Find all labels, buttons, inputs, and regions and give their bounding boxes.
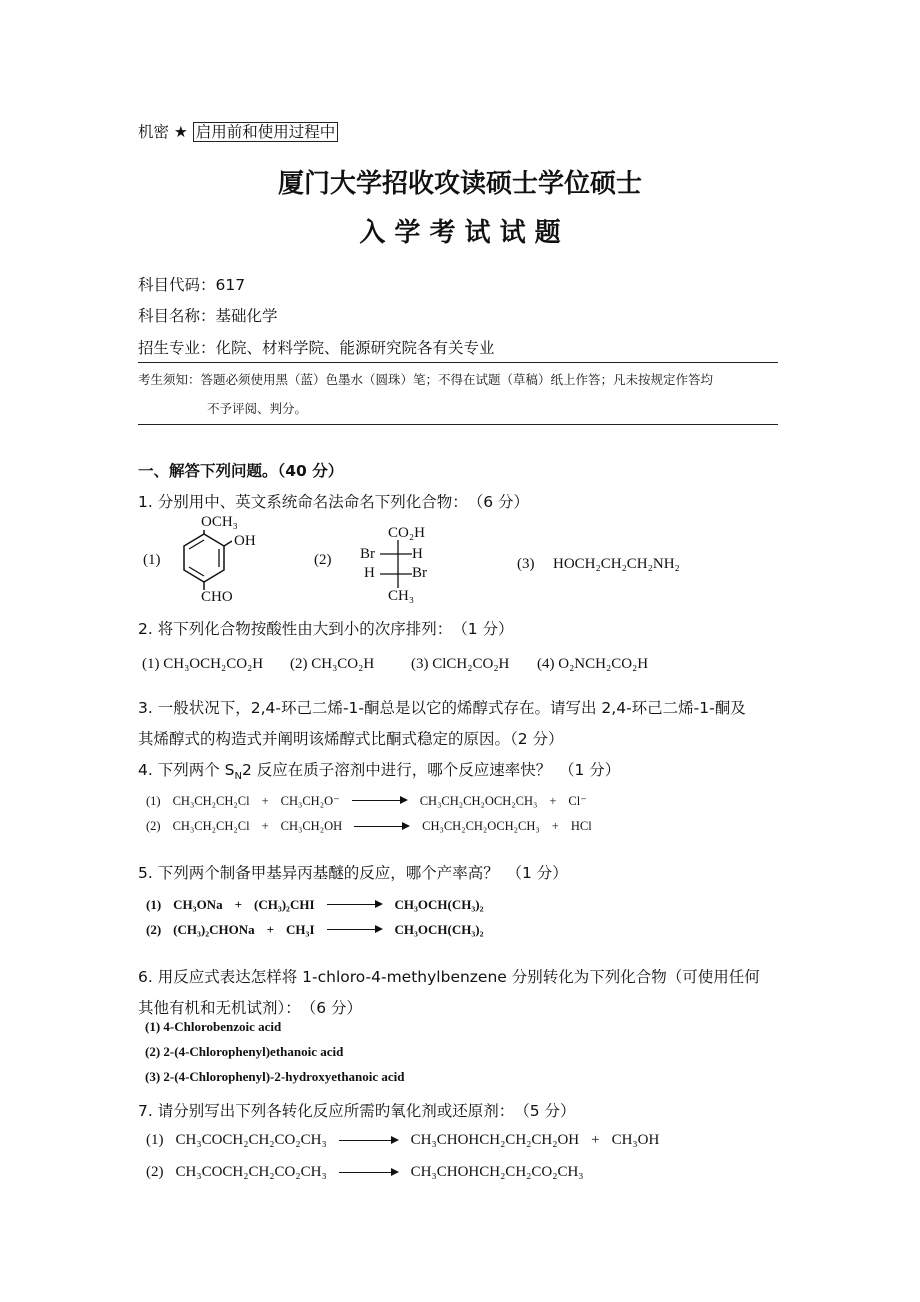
- q4-r1-d: Cl⁻: [568, 794, 587, 808]
- question-5: 5. 下列两个制备甲基异丙基醚的反应，哪个产率高？ （1 分）: [138, 864, 568, 882]
- q4-pre: 4. 下列两个 S: [138, 761, 235, 779]
- q7-reaction-2: [146, 1164, 596, 1181]
- benzene-ring: [176, 530, 232, 592]
- q2-item-1: (1) CH₃OCH₂CO₂H: [142, 656, 264, 672]
- q1-h-right: H: [412, 546, 423, 562]
- section-heading: 一、解答下列问题。（40 分）: [138, 462, 344, 480]
- question-6-line2: 其他有机和无机试剂）： （6 分）: [138, 999, 363, 1017]
- reaction-arrow: [327, 925, 383, 935]
- q4-r1-b: CH₃CH₂O⁻: [280, 794, 340, 808]
- question-6-line1: 6. 用反应式表达怎样将 1-chloro-4-methylbenzene 分别转化为下列化合物（可使用任何: [138, 968, 760, 986]
- question-3-line2: 其烯醇式的构造式并阐明该烯醇式比酮式稳定的原因。（2 分）: [138, 730, 564, 748]
- q5-r1-label: (1): [146, 897, 162, 912]
- q1-compound-3: HOCH₂CH₂CH₂NH₂: [553, 556, 680, 572]
- question-4: [138, 758, 620, 782]
- notice-line1: 考生须知：答题必须使用黑（蓝）色墨水（圆珠）笔；不得在试题（草稿）纸上作答；凡未按规定作答均: [138, 372, 714, 387]
- q2-item-3: (3) ClCH₂CO₂H: [411, 656, 510, 672]
- question-3-line1: 3. 一般状况下，2,4-环己二烯-1-酮总是以它的烯醇式存在。请写出 2,4-环己二烯-1-酮及: [138, 699, 746, 717]
- q4-r2-c: CH₃CH₂CH₂OCH₂CH₃: [422, 819, 540, 833]
- reaction-arrow: [339, 1168, 399, 1178]
- q7-r1-d: CH₃OH: [611, 1132, 660, 1148]
- q5-reaction-1: [146, 897, 495, 913]
- q4-r2-a: CH₃CH₂CH₂Cl: [172, 819, 250, 833]
- q4-r1-label: (1): [146, 793, 161, 808]
- question-7: 7. 请分别写出下列各转化反应所需旳氧化剂或还原剂： （5 分）: [138, 1102, 576, 1120]
- q2-item-4: (4) O₂NCH₂CO₂H: [537, 656, 649, 672]
- q5-r2-b: CH₃I: [286, 922, 315, 937]
- divider-bottom: [138, 424, 778, 425]
- q7-r1-a: CH₃COCH₂CH₂CO₂CH₃: [175, 1132, 327, 1148]
- q7-r1-c: CH₃CHOHCH₂CH₂CH₂OH: [410, 1132, 580, 1148]
- q7-r2-label: (2): [146, 1164, 164, 1180]
- secret-label: 机密 ★: [138, 123, 188, 141]
- question-1: 1. 分别用中、英文系统命名法命名下列化合物： （6 分）: [138, 493, 530, 511]
- q4-r2-plus2: +: [551, 819, 559, 833]
- q5-r2-a: (CH₃)₂CHONa: [173, 922, 255, 937]
- q5-r2-c: CH₃OCH(CH₃)₂: [394, 922, 484, 937]
- q5-r1-b: (CH₃)₂CHI: [254, 897, 315, 912]
- q5-r1-plus: +: [234, 897, 242, 912]
- q2-item-2: (2) CH₃CO₂H: [290, 656, 375, 672]
- divider-top: [138, 362, 778, 363]
- q7-r2-a: CH₃COCH₂CH₂CO₂CH₃: [175, 1164, 327, 1180]
- q1-label-3: (3): [517, 556, 535, 572]
- q4-r2-label: (2): [146, 819, 161, 833]
- q4-r1-a: CH₃CH₂CH₂Cl: [172, 793, 250, 808]
- q7-r2-c: CH₃CHOHCH₂CH₂CO₂CH₃: [410, 1164, 584, 1180]
- q1-h-left: H: [364, 565, 375, 581]
- q4-r1-plus2: +: [549, 793, 557, 808]
- page-subtitle: 入 学 考 试 试 题: [359, 218, 561, 248]
- q1-och3: OCH₃: [201, 514, 238, 530]
- q5-reaction-2: [146, 922, 495, 938]
- secret-box: 启用前和使用过程中: [193, 122, 339, 142]
- q4-reaction-2: [146, 819, 604, 834]
- page-title: 厦门大学招收攻读硕士学位硕士: [277, 169, 642, 199]
- subject-code: 科目代码：617: [138, 276, 246, 294]
- q1-br-left: Br: [360, 546, 375, 562]
- q7-r1-label: (1): [146, 1132, 164, 1148]
- q6-item-1: (1) 4-Chlorobenzoic acid: [145, 1019, 282, 1034]
- q5-r1-a: CH₃ONa: [173, 897, 223, 912]
- header-secret: [138, 120, 338, 142]
- reaction-arrow: [339, 1136, 399, 1146]
- question-2: 2. 将下列化合物按酸性由大到小的次序排列： （1 分）: [138, 620, 514, 638]
- q4-reaction-1: [146, 793, 599, 809]
- q4-r2-d: HCl: [570, 819, 592, 833]
- q4-r2-plus1: +: [261, 819, 269, 833]
- q4-r1-plus1: +: [261, 793, 269, 808]
- q5-r2-plus: +: [266, 922, 275, 937]
- q1-co2h: CO₂H: [388, 525, 425, 541]
- q1-br-right: Br: [412, 565, 427, 581]
- reaction-arrow: [354, 822, 410, 832]
- reaction-arrow: [352, 796, 408, 806]
- q1-label-1: (1): [143, 552, 161, 568]
- q1-oh: OH: [234, 533, 256, 549]
- q6-item-3: (3) 2-(4-Chlorophenyl)-2-hydroxyethanoic acid: [145, 1069, 405, 1084]
- q5-r2-label: (2): [146, 922, 162, 937]
- q1-ch3: CH₃: [388, 588, 415, 604]
- q4-r2-b: CH₃CH₂OH: [280, 819, 343, 833]
- q4-post: 2 反应在质子溶剂中进行，哪个反应速率快？ （1 分）: [241, 761, 621, 779]
- subject-majors: 招生专业：化院、材料学院、能源研究院各有关专业: [138, 339, 495, 357]
- q4-r1-c: CH₃CH₂CH₂OCH₂CH₃: [419, 793, 538, 808]
- notice-line2: 不予评阅、判分。: [207, 401, 308, 416]
- q4-sub: N: [234, 771, 242, 783]
- q1-label-2: (2): [314, 552, 332, 568]
- q5-r1-c: CH₃OCH(CH₃)₂: [394, 897, 484, 912]
- q7-r1-plus: +: [591, 1132, 600, 1148]
- q1-cho: CHO: [201, 589, 233, 605]
- subject-name: 科目名称：基础化学: [138, 307, 278, 325]
- q6-item-2: (2) 2-(4-Chlorophenyl)ethanoic acid: [145, 1044, 344, 1059]
- reaction-arrow: [327, 900, 383, 910]
- q7-reaction-1: [146, 1132, 671, 1149]
